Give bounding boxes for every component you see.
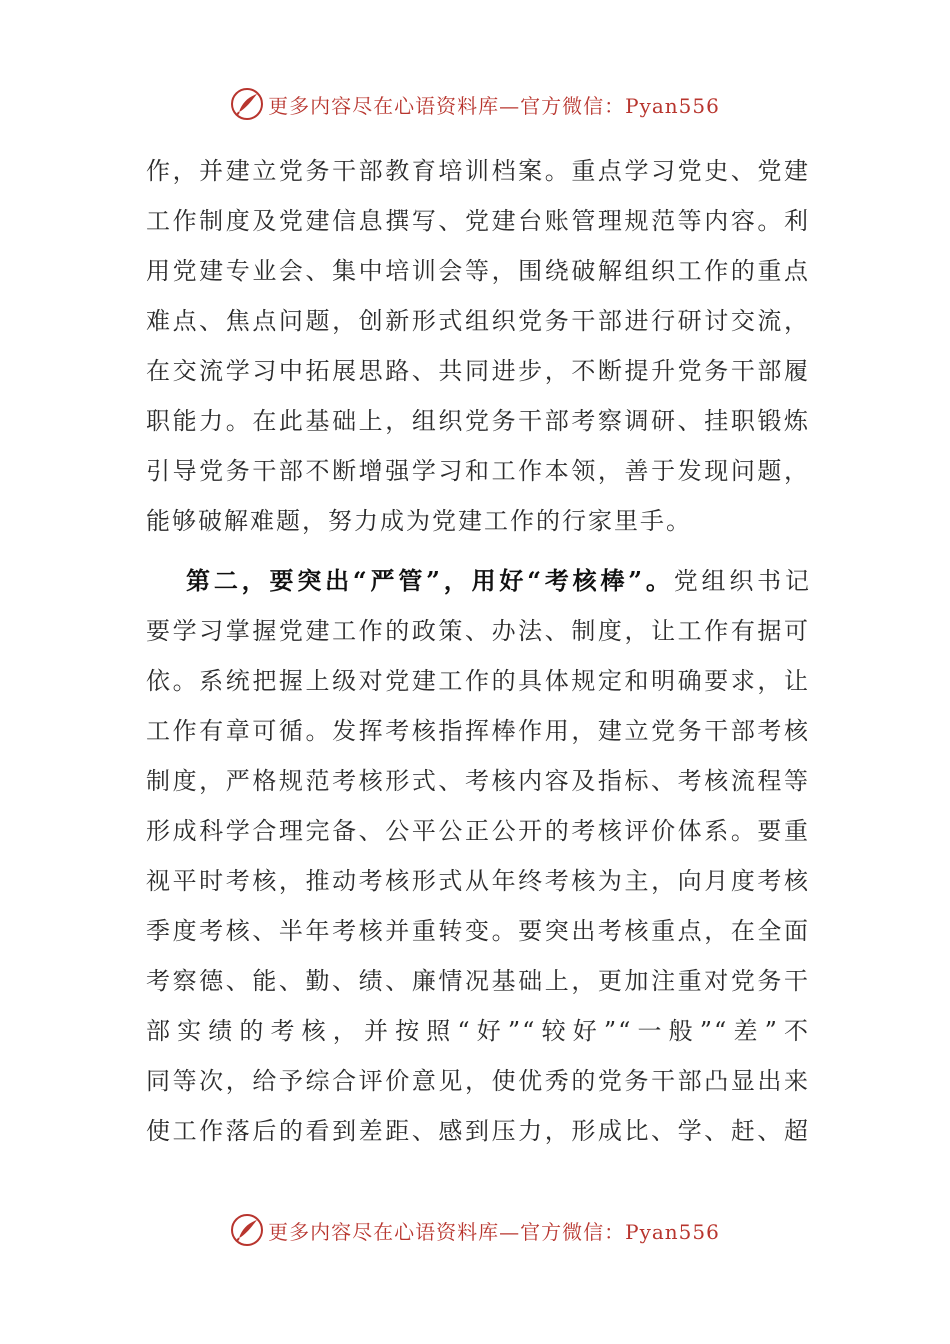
text-line: 引导党务干部不断增强学习和工作本领，善于发现问题， bbox=[146, 457, 810, 485]
text-line: 使工作落后的看到差距、感到压力，形成比、学、赶、超 bbox=[146, 1117, 810, 1145]
text-line: 工作制度及党建信息撰写、党建台账管理规范等内容。利 bbox=[146, 207, 810, 235]
text-line: 部实绩的考核，并按照“好”“较好”“一般”“差”不 bbox=[146, 1017, 810, 1045]
text-line: 季度考核、半年考核并重转变。要突出考核重点，在全面 bbox=[146, 917, 810, 945]
text-line: 要学习掌握党建工作的政策、办法、制度，让工作有据可 bbox=[146, 617, 810, 645]
text-line: 难点、焦点问题，创新形式组织党务干部进行研讨交流， bbox=[146, 307, 810, 335]
text-line: 制度，严格规范考核形式、考核内容及指标、考核流程等 bbox=[146, 767, 810, 795]
text-line: 作，并建立党务干部教育培训档案。重点学习党史、党建 bbox=[146, 157, 810, 185]
footer-banner-text: 更多内容尽在心语资料库—官方微信：Pyan556 bbox=[268, 1219, 720, 1244]
text-line: 在交流学习中拓展思路、共同进步，不断提升党务干部履 bbox=[146, 357, 810, 385]
header-banner bbox=[0, 84, 950, 124]
text-line-heading bbox=[146, 556, 810, 606]
heading-continuation: 党组织书记 bbox=[673, 567, 810, 595]
text-line: 工作有章可循。发挥考核指挥棒作用，建立党务干部考核 bbox=[146, 717, 810, 745]
header-banner-text: 更多内容尽在心语资料库—官方微信：Pyan556 bbox=[268, 93, 720, 118]
text-line: 形成科学合理完备、公平公正公开的考核评价体系。要重 bbox=[146, 817, 810, 845]
text-line: 职能力。在此基础上，组织党务干部考察调研、挂职锻炼 bbox=[146, 407, 810, 435]
paragraph-2 bbox=[146, 556, 810, 1156]
text-line: 依。系统把握上级对党建工作的具体规定和明确要求，让 bbox=[146, 667, 810, 695]
text-line: 同等次，给予综合评价意见，使优秀的党务干部凸显出来 bbox=[146, 1067, 810, 1095]
text-line: 能够破解难题，努力成为党建工作的行家里手。 bbox=[146, 507, 692, 535]
document-body bbox=[146, 146, 810, 1156]
text-line: 考察德、能、勤、绩、廉情况基础上，更加注重对党务干 bbox=[146, 967, 810, 995]
quill-logo-icon bbox=[230, 1213, 264, 1247]
text-line: 视平时考核，推动考核形式从年终考核为主，向月度考核 bbox=[146, 867, 810, 895]
section-heading: 第二，要突出“严管”，用好“考核棒”。 bbox=[186, 566, 674, 595]
footer-banner bbox=[0, 1210, 950, 1250]
text-line: 用党建专业会、集中培训会等，围绕破解组织工作的重点 bbox=[146, 257, 810, 285]
paragraph-1 bbox=[146, 146, 810, 546]
quill-logo-icon bbox=[230, 87, 264, 121]
